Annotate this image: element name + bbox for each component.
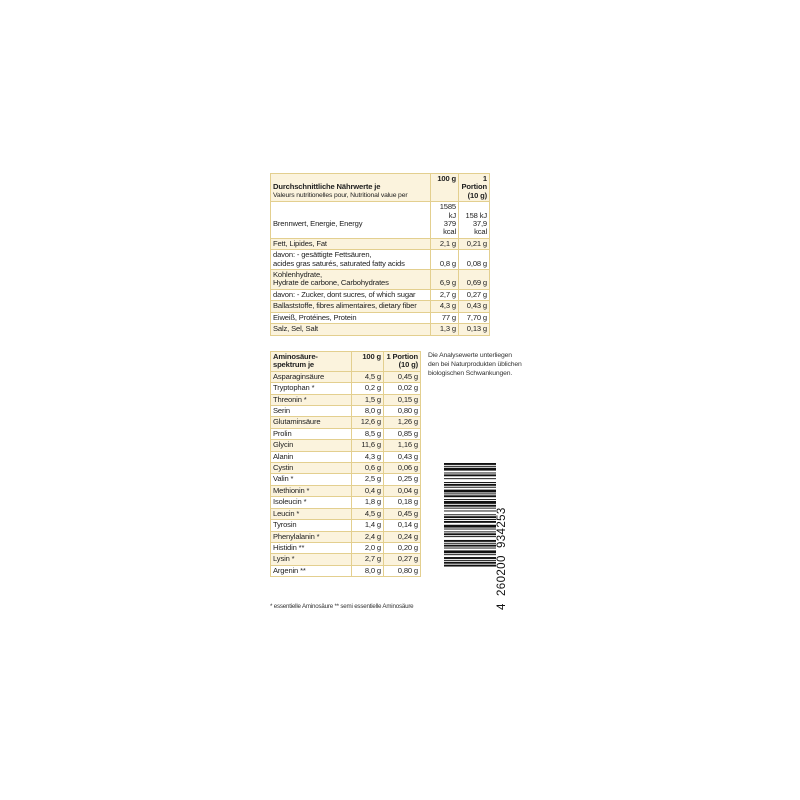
amino-row <box>271 508 421 519</box>
amino-acid-name: Threonin * <box>271 394 352 405</box>
amino-value-100g: 4,5 g <box>352 371 384 382</box>
barcode-bar <box>444 474 496 476</box>
amino-col-portion-size: (10 g) <box>398 360 418 370</box>
value-line: 0,27 g <box>466 289 487 299</box>
nutrient-value-100g <box>431 202 459 239</box>
amino-value-portion: 0,80 g <box>384 406 421 417</box>
nutrition-row <box>271 202 490 239</box>
amino-acid-name: Leucin * <box>271 508 352 519</box>
amino-acid-name: Tryptophan * <box>271 383 352 394</box>
amino-title-line2: spektrum je <box>273 360 314 370</box>
barcode-bar <box>444 493 496 494</box>
barcode-bar <box>444 536 496 537</box>
nutrient-name-line: Fett, Lipides, Fat <box>273 238 327 248</box>
barcode-bar <box>444 501 496 504</box>
nutrient-value-portion <box>459 312 490 323</box>
amino-acid-table <box>270 351 421 577</box>
barcode-image <box>444 463 496 609</box>
barcode-bar <box>444 466 496 467</box>
amino-row <box>271 383 421 394</box>
value-line: 0,69 g <box>466 278 487 288</box>
nutrition-row <box>271 238 490 249</box>
amino-row <box>271 497 421 508</box>
nutrient-value-portion <box>459 324 490 335</box>
barcode-bar <box>444 543 496 544</box>
nutrient-name-line: Hydrate de carbone, Carbohydrates <box>273 278 389 288</box>
nutrient-name-line: Ballaststoffe, fibres alimentaires, dietary fiber <box>273 301 417 311</box>
value-line: 2,1 g <box>439 238 456 248</box>
nutrient-name-line <box>273 228 428 236</box>
value-line: 7,70 g <box>466 312 487 322</box>
nutrition-col-portion <box>459 174 490 202</box>
value-line: 1,3 g <box>439 324 456 334</box>
amino-col-100g: 100 g <box>352 352 384 372</box>
barcode-bar <box>444 560 496 561</box>
amino-value-portion: 0,18 g <box>384 497 421 508</box>
amino-col-portion <box>384 352 421 372</box>
nutrient-value-portion <box>459 289 490 300</box>
nutrition-table <box>270 173 490 336</box>
barcode-bar <box>444 463 496 465</box>
amino-value-portion: 0,04 g <box>384 485 421 496</box>
barcode-bar <box>444 490 496 493</box>
amino-value-portion: 0,85 g <box>384 428 421 439</box>
barcode-bar <box>444 562 496 564</box>
nutrient-value-100g <box>431 289 459 300</box>
barcode-bar <box>444 508 496 509</box>
amino-value-100g: 1,8 g <box>352 497 384 508</box>
analysis-note: Die Analysewerte unterliegen den bei Naturprodukten üblichen biologischen Schwankungen. <box>428 352 522 377</box>
value-line: 4,3 g <box>439 301 456 311</box>
amino-row <box>271 520 421 531</box>
nutrition-row <box>271 312 490 323</box>
nutrient-name <box>271 270 431 290</box>
amino-row <box>271 565 421 576</box>
amino-value-portion: 0,20 g <box>384 542 421 553</box>
amino-row <box>271 485 421 496</box>
barcode-bar <box>444 487 496 488</box>
barcode-bar <box>444 478 496 479</box>
barcode-bar <box>444 533 496 535</box>
value-line: 77 g <box>441 312 456 322</box>
amino-value-100g: 1,5 g <box>352 394 384 405</box>
barcode-bar <box>444 531 496 532</box>
value-line: 0,08 g <box>466 258 487 268</box>
amino-acid-name: Serin <box>271 406 352 417</box>
amino-header-row <box>271 352 421 372</box>
nutrient-value-100g <box>431 312 459 323</box>
barcode-digits: 4 260200 934253 <box>496 507 508 610</box>
nutrient-name-line: Eiweiß, Protéines, Protein <box>273 312 357 322</box>
amino-acid-name: Asparaginsäure <box>271 371 352 382</box>
amino-row <box>271 542 421 553</box>
amino-acid-name: Alanin <box>271 451 352 462</box>
barcode-bar <box>444 519 496 520</box>
nutrient-name <box>271 202 431 239</box>
amino-value-100g: 2,5 g <box>352 474 384 485</box>
amino-value-portion: 0,43 g <box>384 451 421 462</box>
nutrient-value-100g <box>431 324 459 335</box>
amino-row <box>271 417 421 428</box>
barcode-bar <box>444 514 496 515</box>
amino-value-100g: 11,6 g <box>352 440 384 451</box>
amino-acid-name: Tyrosin <box>271 520 352 531</box>
nutrient-name-line: Brennwert, Energie, Energy <box>273 219 363 229</box>
amino-acid-name: Glutaminsäure <box>271 417 352 428</box>
barcode-bar <box>444 554 496 555</box>
barcode-bar <box>444 565 496 567</box>
amino-value-portion: 0,45 g <box>384 508 421 519</box>
nutrient-value-100g <box>431 250 459 270</box>
amino-value-100g: 2,0 g <box>352 542 384 553</box>
amino-row <box>271 554 421 565</box>
amino-acid-name: Cystin <box>271 463 352 474</box>
value-line: 158 kJ <box>465 210 487 220</box>
nutrition-row <box>271 289 490 300</box>
amino-header-label <box>271 352 352 372</box>
amino-value-portion: 0,24 g <box>384 531 421 542</box>
amino-acid-name: Lysin * <box>271 554 352 565</box>
amino-value-100g: 8,0 g <box>352 406 384 417</box>
nutrition-title: Durchschnittliche Nährwerte je <box>273 182 381 192</box>
nutrient-name-line: Salz, Sel, Salt <box>273 324 319 334</box>
nutrient-value-portion <box>459 238 490 249</box>
amino-acid-name: Prolin <box>271 428 352 439</box>
amino-acid-name: Argenin ** <box>271 565 352 576</box>
amino-acid-name: Glycin <box>271 440 352 451</box>
nutrient-name-line: davon: - Zucker, dont sucres, of which sugar <box>273 289 416 299</box>
amino-value-100g: 0,2 g <box>352 383 384 394</box>
barcode-bar <box>444 525 496 528</box>
barcode-bar <box>444 548 496 549</box>
value-line: 0,13 g <box>466 324 487 334</box>
amino-row <box>271 406 421 417</box>
nutrition-header-row <box>271 174 490 202</box>
nutrient-value-100g <box>431 238 459 249</box>
amino-row <box>271 440 421 451</box>
value-line: 1585 kJ <box>439 202 456 220</box>
nutrition-col-portion-size: (10 g) <box>467 190 487 200</box>
barcode-bar <box>444 545 496 547</box>
value-line: 2,7 g <box>439 289 456 299</box>
amino-value-100g: 8,5 g <box>352 428 384 439</box>
amino-value-100g: 8,0 g <box>352 565 384 576</box>
amino-footnote: * essentielle Aminosäure ** semi essentielle Aminosäure <box>270 603 414 610</box>
amino-acid-name: Phenylalanin * <box>271 531 352 542</box>
nutrition-subtitle: Valeurs nutritionelles pour, Nutritional value per <box>273 191 408 199</box>
nutrient-name-line: Kohlenhydrate, <box>273 270 322 280</box>
barcode-bar <box>444 499 496 500</box>
barcode-bar <box>444 482 496 483</box>
amino-value-portion: 1,16 g <box>384 440 421 451</box>
nutrition-row <box>271 301 490 312</box>
barcode-bar <box>444 495 496 497</box>
amino-value-100g: 0,4 g <box>352 485 384 496</box>
nutrient-value-100g <box>431 301 459 312</box>
nutrient-value-portion <box>459 270 490 290</box>
nutrition-row <box>271 270 490 290</box>
barcode-bar <box>444 540 496 542</box>
amino-row <box>271 474 421 485</box>
value-line: 0,8 g <box>439 258 456 268</box>
nutrition-row <box>271 324 490 335</box>
barcode-bar <box>444 484 496 486</box>
amino-acid-name: Valin * <box>271 474 352 485</box>
barcode-bar <box>444 516 496 518</box>
amino-value-portion: 0,80 g <box>384 565 421 576</box>
value-line: 37,9 kcal <box>472 219 487 237</box>
amino-value-100g: 2,4 g <box>352 531 384 542</box>
amino-value-100g: 0,6 g <box>352 463 384 474</box>
barcode-bar <box>444 468 496 471</box>
barcode-bar <box>444 529 496 530</box>
barcode-bar <box>444 511 496 512</box>
amino-acid-name: Methionin * <box>271 485 352 496</box>
amino-value-portion: 0,45 g <box>384 371 421 382</box>
nutrient-name-line: davon: - gesättigte Fettsäuren, <box>273 250 372 260</box>
amino-value-portion: 0,25 g <box>384 474 421 485</box>
value-line: 0,43 g <box>466 301 487 311</box>
amino-value-100g: 4,3 g <box>352 451 384 462</box>
amino-col-portion-label: 1 Portion <box>386 352 418 361</box>
amino-row <box>271 428 421 439</box>
nutrition-row <box>271 250 490 270</box>
amino-acid-name: Histidin ** <box>271 542 352 553</box>
nutrient-name-line: acides gras saturés, saturated fatty acids <box>273 258 405 268</box>
amino-value-portion: 0,15 g <box>384 394 421 405</box>
barcode-bar <box>444 521 496 523</box>
barcode-bar <box>444 505 496 507</box>
nutrient-name <box>271 238 431 249</box>
amino-title-line1: Aminosäure- <box>273 352 318 361</box>
nutrient-name <box>271 324 431 335</box>
nutrition-col-100g: 100 g <box>431 174 459 202</box>
amino-value-portion: 0,14 g <box>384 520 421 531</box>
nutrition-header-label <box>271 174 431 202</box>
amino-value-100g: 4,5 g <box>352 508 384 519</box>
amino-value-100g: 1,4 g <box>352 520 384 531</box>
nutrient-name <box>271 250 431 270</box>
value-line: 0,21 g <box>466 238 487 248</box>
value-line: 379 kcal <box>443 219 456 237</box>
amino-row <box>271 531 421 542</box>
barcode-bar <box>444 557 496 559</box>
amino-value-100g: 2,7 g <box>352 554 384 565</box>
nutrient-value-100g <box>431 270 459 290</box>
barcode-bar <box>444 550 496 553</box>
amino-acid-name: Isoleucin * <box>271 497 352 508</box>
nutrient-value-portion <box>459 250 490 270</box>
amino-row <box>271 451 421 462</box>
amino-value-portion: 0,02 g <box>384 383 421 394</box>
amino-row <box>271 394 421 405</box>
amino-value-portion: 0,06 g <box>384 463 421 474</box>
nutrition-col-portion-label: 1 Portion <box>461 174 487 192</box>
nutrient-name <box>271 301 431 312</box>
value-line: 6,9 g <box>439 278 456 288</box>
nutrient-value-portion <box>459 202 490 239</box>
amino-value-portion: 0,27 g <box>384 554 421 565</box>
amino-value-portion: 1,26 g <box>384 417 421 428</box>
amino-row <box>271 463 421 474</box>
nutrient-value-portion <box>459 301 490 312</box>
amino-row <box>271 371 421 382</box>
barcode-bar <box>444 473 496 474</box>
nutrient-name <box>271 312 431 323</box>
amino-value-100g: 12,6 g <box>352 417 384 428</box>
nutrient-name <box>271 289 431 300</box>
